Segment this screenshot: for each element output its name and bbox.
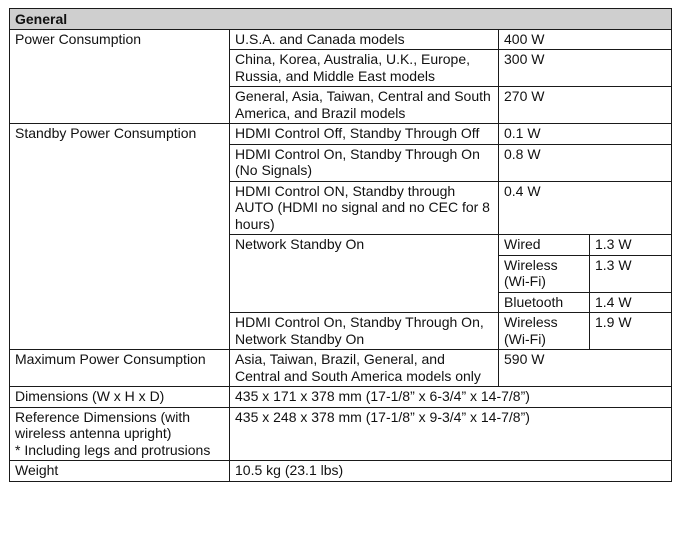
table-row (10, 124, 672, 145)
connection-type-cell: Bluetooth (499, 292, 590, 313)
condition-cell: HDMI Control On, Standby Through On, Network Standby On (230, 313, 499, 350)
table-row (10, 29, 672, 50)
value-cell: 1.3 W (590, 235, 672, 256)
value-cell: 10.5 kg (23.1 lbs) (230, 461, 672, 482)
value-cell: 435 x 171 x 378 mm (17-1/8” x 6-3/4” x 14-7/8”) (230, 387, 672, 408)
connection-type-cell: Wireless (Wi-Fi) (499, 313, 590, 350)
section-header-row (10, 9, 672, 30)
value-cell: 1.4 W (590, 292, 672, 313)
footnote-text: * Including legs and protrusions (15, 441, 211, 458)
standby-power-label: Standby Power Consumption (10, 124, 230, 350)
reference-dimensions-title: Reference Dimensions (with wireless antenna upright) (15, 408, 191, 441)
table-row (10, 387, 672, 408)
connection-type-cell: Wired (499, 235, 590, 256)
condition-cell: HDMI Control On, Standby Through On (No Signals) (230, 144, 499, 181)
table-row (10, 407, 672, 461)
condition-cell: U.S.A. and Canada models (230, 29, 499, 50)
value-cell: 400 W (499, 29, 672, 50)
power-consumption-label: Power Consumption (10, 29, 230, 124)
max-power-label: Maximum Power Consumption (10, 350, 230, 387)
value-cell: 590 W (499, 350, 672, 387)
table-row (10, 461, 672, 482)
general-spec-table (9, 8, 672, 482)
condition-cell: Asia, Taiwan, Brazil, General, and Central and South America models only (230, 350, 499, 387)
section-title: General (10, 9, 672, 30)
reference-dimensions-label (10, 407, 230, 461)
value-cell: 1.9 W (590, 313, 672, 350)
condition-cell: HDMI Control Off, Standby Through Off (230, 124, 499, 145)
value-cell: 270 W (499, 87, 672, 124)
table-row (10, 350, 672, 387)
condition-cell: General, Asia, Taiwan, Central and South America, and Brazil models (230, 87, 499, 124)
value-cell: 0.1 W (499, 124, 672, 145)
connection-type-cell: Wireless (Wi-Fi) (499, 255, 590, 292)
weight-label: Weight (10, 461, 230, 482)
condition-cell: China, Korea, Australia, U.K., Europe, Russia, and Middle East models (230, 50, 499, 87)
value-cell: 300 W (499, 50, 672, 87)
dimensions-label: Dimensions (W x H x D) (10, 387, 230, 408)
spec-table-container (9, 8, 672, 482)
value-cell: 435 x 248 x 378 mm (17-1/8” x 9-3/4” x 14-7/8”) (230, 407, 672, 461)
value-cell: 0.4 W (499, 181, 672, 235)
condition-cell: Network Standby On (230, 235, 499, 313)
condition-cell: HDMI Control ON, Standby through AUTO (HDMI no signal and no CEC for 8 hours) (230, 181, 499, 235)
value-cell: 0.8 W (499, 144, 672, 181)
value-cell: 1.3 W (590, 255, 672, 292)
